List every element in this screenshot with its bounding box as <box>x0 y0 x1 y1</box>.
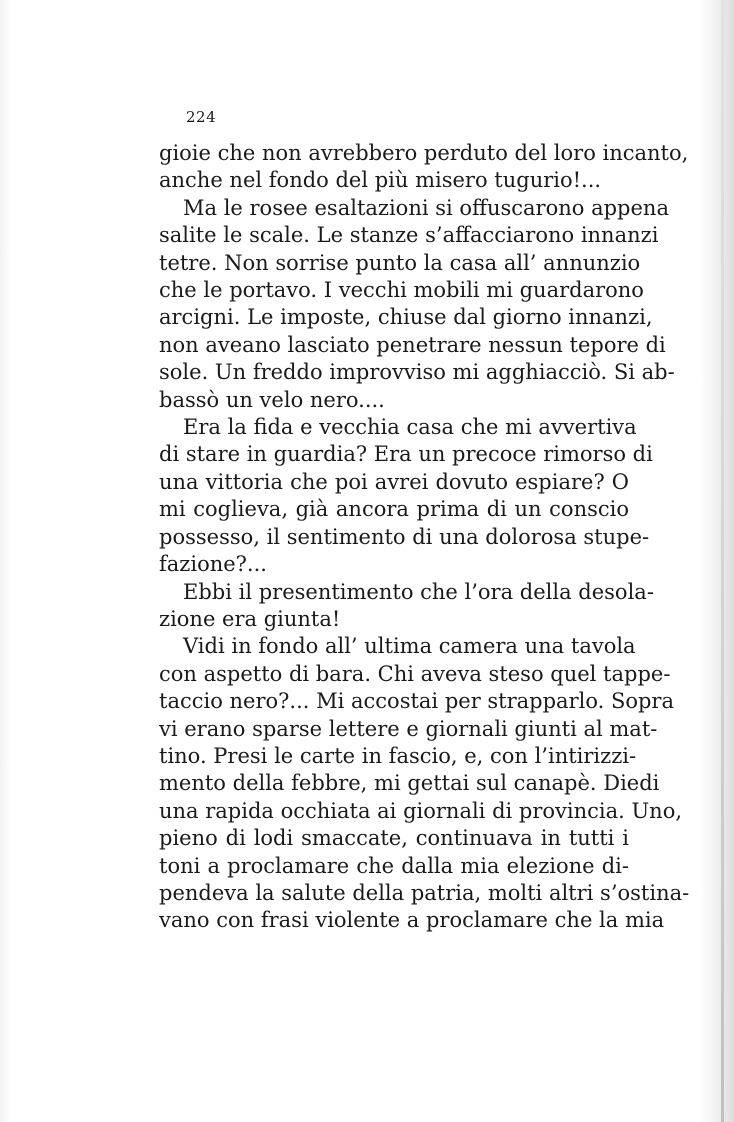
text-line: sole. Un freddo improvviso mi agghiacciò. Si ab- <box>159 360 675 385</box>
page-number: 224 <box>186 108 217 126</box>
text-line: arcigni. Le imposte, chiuse dal giorno innanzi, <box>159 305 653 330</box>
text-line: taccio nero?... Mi accostai per strapparlo. Sopra <box>159 689 674 714</box>
text-line: anche nel fondo del più misero tugurio!... <box>159 168 602 193</box>
text-line: tetre. Non sorrise punto la casa all’ annunzio <box>159 250 641 275</box>
text-line: toni a proclamare che dalla mia elezione di- <box>159 853 629 878</box>
text-line: pendeva la salute della patria, molti altri s’ostina- <box>159 880 690 905</box>
text-line: Ma le rosee esaltazioni si offuscarono appena <box>183 195 669 220</box>
text-line: zione era giunta! <box>159 606 341 631</box>
text-line: che le portavo. I vecchi mobili mi guardarono <box>159 278 644 303</box>
text-line: bassò un velo nero.... <box>159 387 385 412</box>
text-line: non aveano lasciato penetrare nessun tepore di <box>159 332 666 357</box>
text-line: mi coglieva, già ancora prima di un conscio <box>159 497 629 522</box>
text-line: una vittoria che poi avrei dovuto espiare? O <box>159 469 629 494</box>
page-edge-shadow <box>721 0 724 1122</box>
text-line: gioie che non avrebbero perduto del loro incanto, <box>159 141 689 165</box>
text-line: pieno di lodi smaccate, continuava in tutti i <box>159 826 629 851</box>
text-line: vano con frasi violente a proclamare che la mia <box>159 908 665 933</box>
text-line: Vidi in fondo all’ ultima camera una tavola <box>183 634 636 659</box>
text-line: fazione?... <box>159 552 267 577</box>
text-line: tino. Presi le carte in fascio, e, con l’intirizzi- <box>159 743 637 768</box>
text-line: una rapida occhiata ai giornali di provincia. Uno, <box>159 798 683 823</box>
text-line: possesso, il sentimento di una dolorosa stupe- <box>159 524 650 549</box>
text-line: mento della febbre, mi gettai sul canapè. Diedi <box>159 771 660 796</box>
text-line: salite le scale. Le stanze s’affacciarono innanzi <box>159 223 659 248</box>
text-line: con aspetto di bara. Chi aveva steso quel tappe- <box>159 661 671 686</box>
text-line: di stare in guardia? Era un precoce rimorso di <box>159 442 653 467</box>
body-text <box>159 140 690 935</box>
text-line: Era la fida e vecchia casa che mi avvertiva <box>183 415 637 440</box>
text-line: vi erano sparse lettere e giornali giunti al mat- <box>159 716 658 741</box>
text-line: Ebbi il presentimento che l’ora della desola- <box>183 579 654 604</box>
